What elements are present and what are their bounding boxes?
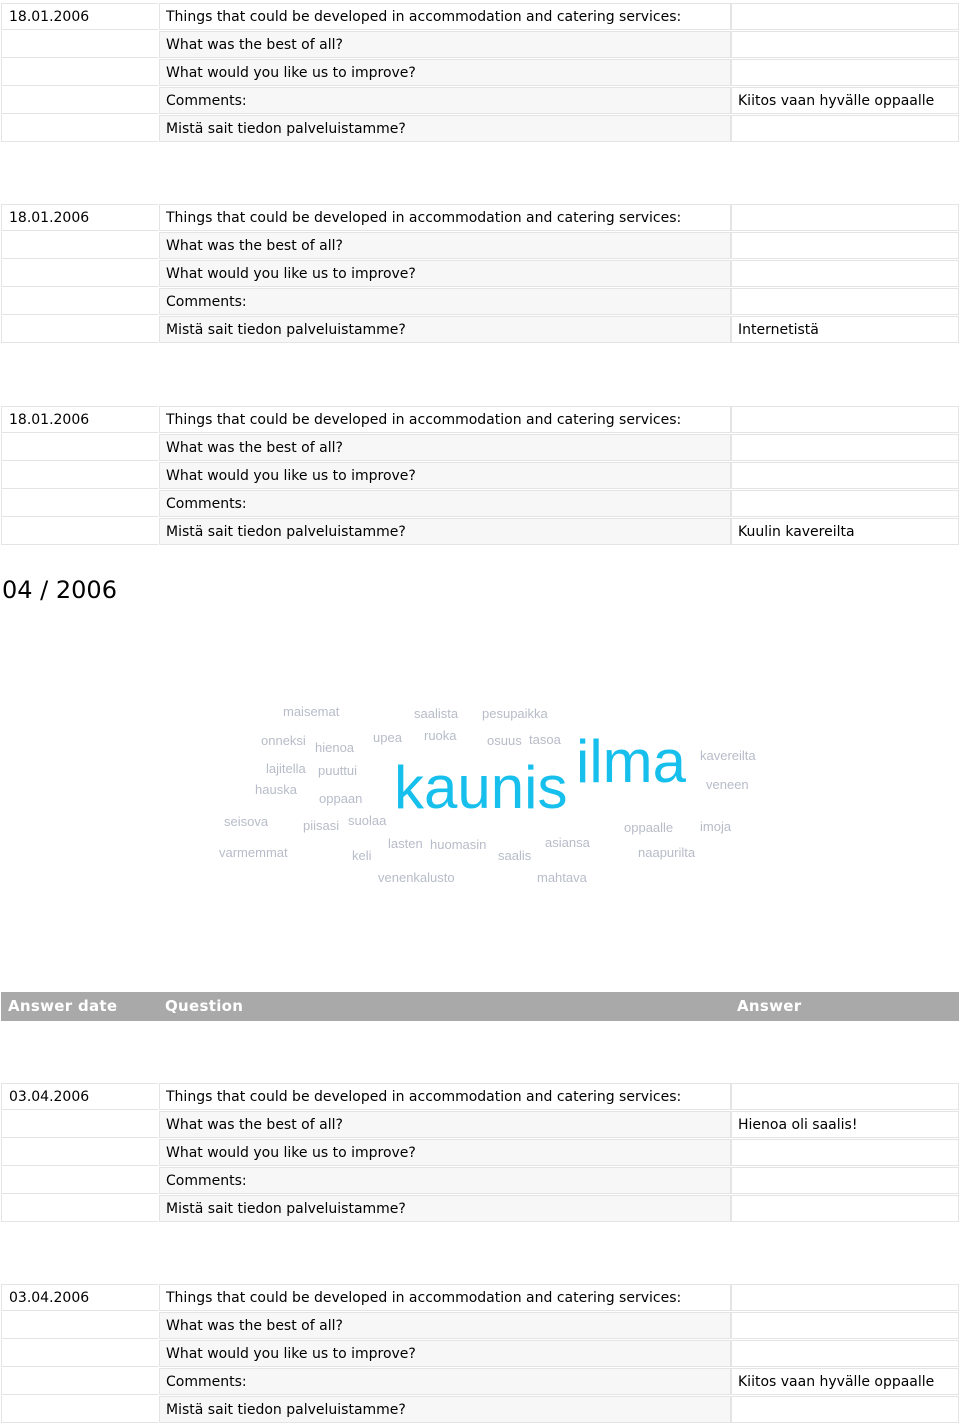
- question-text: What was the best of all?: [159, 1312, 731, 1339]
- blank-cell: [1, 1368, 158, 1395]
- cloud-word: imoja: [700, 819, 732, 834]
- cloud-word: keli: [352, 848, 372, 863]
- cloud-word: pesupaikka: [482, 706, 548, 721]
- blank-cell: [1, 59, 158, 86]
- answer-text: [731, 1396, 959, 1423]
- blank-cell: [1, 1139, 158, 1166]
- question-text: Mistä sait tiedon palveluistamme?: [159, 316, 731, 343]
- answer-text: [731, 1312, 959, 1339]
- answer-entry-2: [1, 204, 959, 344]
- question-text: What would you like us to improve?: [159, 462, 731, 489]
- question-text: Things that could be developed in accommodation and catering services:: [159, 406, 731, 433]
- question-text: Things that could be developed in accommodation and catering services:: [159, 1083, 731, 1110]
- blank-cell: [1, 87, 158, 114]
- answer-text: [731, 1167, 959, 1194]
- answer-text: [731, 3, 959, 30]
- answer-text: [731, 59, 959, 86]
- answer-text: [731, 31, 959, 58]
- cloud-word: naapurilta: [638, 845, 696, 860]
- answer-text: [731, 232, 959, 259]
- header-answer: Answer: [737, 997, 802, 1015]
- cloud-word: maisemat: [283, 704, 340, 719]
- answer-text: [731, 406, 959, 433]
- cloud-word: ruoka: [424, 728, 457, 743]
- answer-text: [731, 434, 959, 461]
- answer-date: 18.01.2006: [1, 204, 158, 231]
- cloud-word: hauska: [255, 782, 297, 797]
- answer-text: [731, 288, 959, 315]
- answer-text: Kiitos vaan hyvälle oppaalle: [731, 1368, 959, 1395]
- cloud-word: oppaalle: [624, 820, 674, 835]
- question-text: What was the best of all?: [159, 434, 731, 461]
- question-text: What would you like us to improve?: [159, 1139, 731, 1166]
- question-text: Mistä sait tiedon palveluistamme?: [159, 518, 731, 545]
- cloud-word-highlight: kaunis: [394, 754, 568, 821]
- answer-date: 18.01.2006: [1, 3, 158, 30]
- question-text: Comments:: [159, 490, 731, 517]
- cloud-word: piisasi: [303, 818, 340, 833]
- answer-text: [731, 1284, 959, 1311]
- blank-cell: [1, 115, 158, 142]
- cloud-word: seisova: [224, 814, 269, 829]
- answer-entry-1: [1, 3, 959, 143]
- question-text: Comments:: [159, 1167, 731, 1194]
- question-text: Things that could be developed in accommodation and catering services:: [159, 1284, 731, 1311]
- answer-entry-3: [1, 406, 959, 546]
- table-header: [1, 992, 959, 1021]
- answer-date: 18.01.2006: [1, 406, 158, 433]
- cloud-word: upea: [373, 730, 402, 745]
- question-text: Mistä sait tiedon palveluistamme?: [159, 1396, 731, 1423]
- blank-cell: [1, 1195, 158, 1222]
- question-text: Comments:: [159, 1368, 731, 1395]
- cloud-word: saalista: [414, 706, 459, 721]
- blank-cell: [1, 1396, 158, 1423]
- answer-date: 03.04.2006: [1, 1284, 158, 1311]
- question-text: What would you like us to improve?: [159, 59, 731, 86]
- header-question: Question: [165, 997, 244, 1015]
- word-cloud: [0, 690, 960, 900]
- cloud-word: venenkalusto: [378, 870, 455, 885]
- answer-text: [731, 1139, 959, 1166]
- cloud-word: onneksi: [261, 733, 306, 748]
- blank-cell: [1, 1111, 158, 1138]
- answer-date: 03.04.2006: [1, 1083, 158, 1110]
- question-text: Mistä sait tiedon palveluistamme?: [159, 115, 731, 142]
- question-text: What was the best of all?: [159, 31, 731, 58]
- header-answer-date: Answer date: [8, 997, 118, 1015]
- cloud-word: huomasin: [430, 837, 487, 852]
- answer-text: [731, 1340, 959, 1367]
- blank-cell: [1, 1312, 158, 1339]
- cloud-word: osuus: [487, 733, 522, 748]
- answer-text: Hienoa oli saalis!: [731, 1111, 959, 1138]
- answer-text: Internetistä: [731, 316, 959, 343]
- blank-cell: [1, 316, 158, 343]
- blank-cell: [1, 1340, 158, 1367]
- cloud-word: puuttui: [318, 763, 358, 778]
- question-text: Comments:: [159, 87, 731, 114]
- cloud-word: varmemmat: [219, 845, 288, 860]
- blank-cell: [1, 518, 158, 545]
- question-text: What was the best of all?: [159, 1111, 731, 1138]
- blank-cell: [1, 31, 158, 58]
- answer-text: Kiitos vaan hyvälle oppaalle: [731, 87, 959, 114]
- answer-text: [731, 1195, 959, 1222]
- cloud-word: mahtava: [537, 870, 587, 885]
- blank-cell: [1, 434, 158, 461]
- cloud-word: hienoa: [315, 740, 355, 755]
- question-text: Comments:: [159, 288, 731, 315]
- answer-text: [731, 204, 959, 231]
- cloud-word-highlight: ilma: [576, 728, 687, 795]
- blank-cell: [1, 490, 158, 517]
- question-text: What would you like us to improve?: [159, 1340, 731, 1367]
- cloud-word: tasoa: [529, 732, 561, 747]
- cloud-word: oppaan: [319, 791, 363, 806]
- cloud-word: asiansa: [545, 835, 590, 850]
- answer-text: Kuulin kavereilta: [731, 518, 959, 545]
- answer-text: [731, 260, 959, 287]
- answer-text: [731, 1083, 959, 1110]
- cloud-word: saalis: [498, 848, 532, 863]
- answer-text: [731, 490, 959, 517]
- cloud-word: kavereilta: [700, 748, 756, 763]
- question-text: Things that could be developed in accommodation and catering services:: [159, 204, 731, 231]
- answer-text: [731, 462, 959, 489]
- answer-entry-5: [1, 1284, 959, 1424]
- answer-text: [731, 115, 959, 142]
- blank-cell: [1, 1167, 158, 1194]
- cloud-word: lasten: [388, 836, 423, 851]
- month-heading: 04 / 2006: [2, 576, 117, 604]
- blank-cell: [1, 260, 158, 287]
- question-text: Mistä sait tiedon palveluistamme?: [159, 1195, 731, 1222]
- cloud-word: veneen: [706, 777, 749, 792]
- answer-entry-4: [1, 1083, 959, 1223]
- blank-cell: [1, 462, 158, 489]
- question-text: What would you like us to improve?: [159, 260, 731, 287]
- cloud-word: suolaa: [348, 813, 387, 828]
- question-text: What was the best of all?: [159, 232, 731, 259]
- cloud-word: lajitella: [266, 761, 306, 776]
- blank-cell: [1, 288, 158, 315]
- blank-cell: [1, 232, 158, 259]
- question-text: Things that could be developed in accommodation and catering services:: [159, 3, 731, 30]
